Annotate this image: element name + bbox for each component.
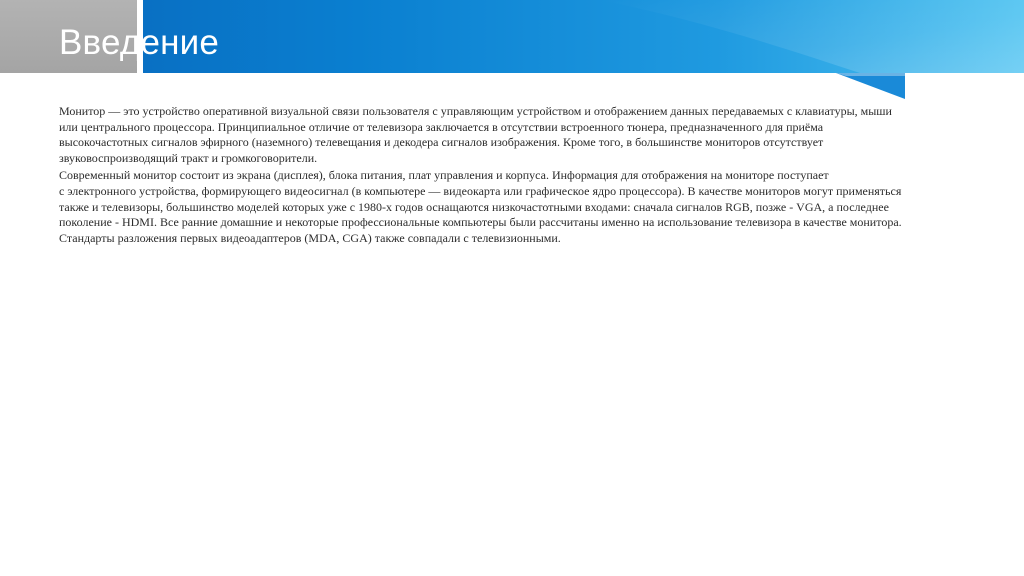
slide-body: [59, 104, 964, 248]
slide-title: Введение: [59, 23, 220, 62]
body-paragraph-1: Монитор — это устройство оперативной визуальной связи пользователя с управляющим устройством и отображением данных передаваемых с клавиатуры, мыши или центрального процессора. Принципиальное отличие от телевизора заключается в отсутствии встроенного тюнера, предназначенного для приёма высокочастотных сигналов эфирного (наземного) телевещания и декодера сигналов изображения. Кроме того, в большинстве мониторов отсутствует звуковоспроизводящий тракт и громкоговорители.: [59, 104, 892, 165]
banner-flag-tail: [836, 73, 905, 99]
body-paragraph-2: Современный монитор состоит из экрана (дисплея), блока питания, плат управления и корпуса. Информация для отображения на мониторе поступает с электронного устройства, формирующего видеосигнал (в компьютере — видеокарта или графическое ядро процессора). В качестве мониторов могут применяться также и телевизоры, большинство моделей которых уже с 1980-х годов оснащаются низкочастотными входами: сначала сигналов RGB, позже - VGA, а последнее поколение - HDMI. Все ранние домашние и некоторые профессиональные компьютеры были рассчитаны именно на использование телевизора в качестве монитора. Стандарты разложения первых видеоадаптеров (MDA, CGA) также совпадали с телевизионными.: [59, 168, 902, 245]
header-banner: [0, 0, 1024, 100]
